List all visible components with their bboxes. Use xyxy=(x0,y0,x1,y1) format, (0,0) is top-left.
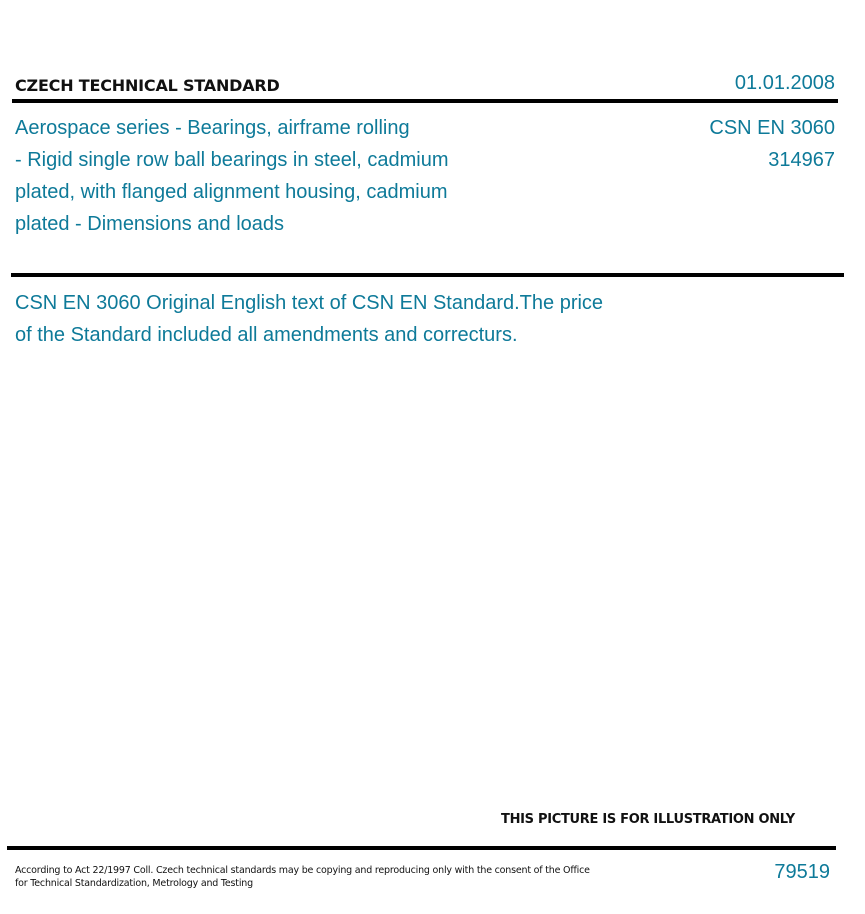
description-line: of the Standard included all amendments and correcturs. xyxy=(15,324,518,346)
legal-notice xyxy=(15,864,590,890)
legal-notice-line: for Technical Standardization, Metrology and Testing xyxy=(15,878,253,889)
standard-identifiers xyxy=(709,112,835,176)
header-divider xyxy=(12,99,838,103)
footer-divider xyxy=(7,846,836,850)
catalog-number: 314967 xyxy=(768,149,835,171)
standard-title-line: plated - Dimensions and loads xyxy=(15,213,285,235)
legal-notice-line: According to Act 22/1997 Coll. Czech technical standards may be copying and reproducing only with the consent of the Office xyxy=(15,865,590,876)
standard-title xyxy=(15,112,505,240)
document-number: 79519 xyxy=(774,861,830,883)
title-divider xyxy=(11,273,844,277)
document-header-title: CZECH TECHNICAL STANDARD xyxy=(15,76,280,95)
standard-code: CSN EN 3060 xyxy=(709,117,835,139)
standard-description xyxy=(15,287,675,351)
description-line: CSN EN 3060 Original English text of CSN EN Standard.The price xyxy=(15,292,604,314)
standard-title-line: - Rigid single row ball bearings in steel, cadmium xyxy=(15,149,449,171)
standard-title-line: Aerospace series - Bearings, airframe rolling xyxy=(15,117,410,139)
standard-title-line: plated, with flanged alignment housing, cadmium xyxy=(15,181,448,203)
illustration-disclaimer: THIS PICTURE IS FOR ILLUSTRATION ONLY xyxy=(501,812,795,827)
publication-date: 01.01.2008 xyxy=(734,72,835,94)
